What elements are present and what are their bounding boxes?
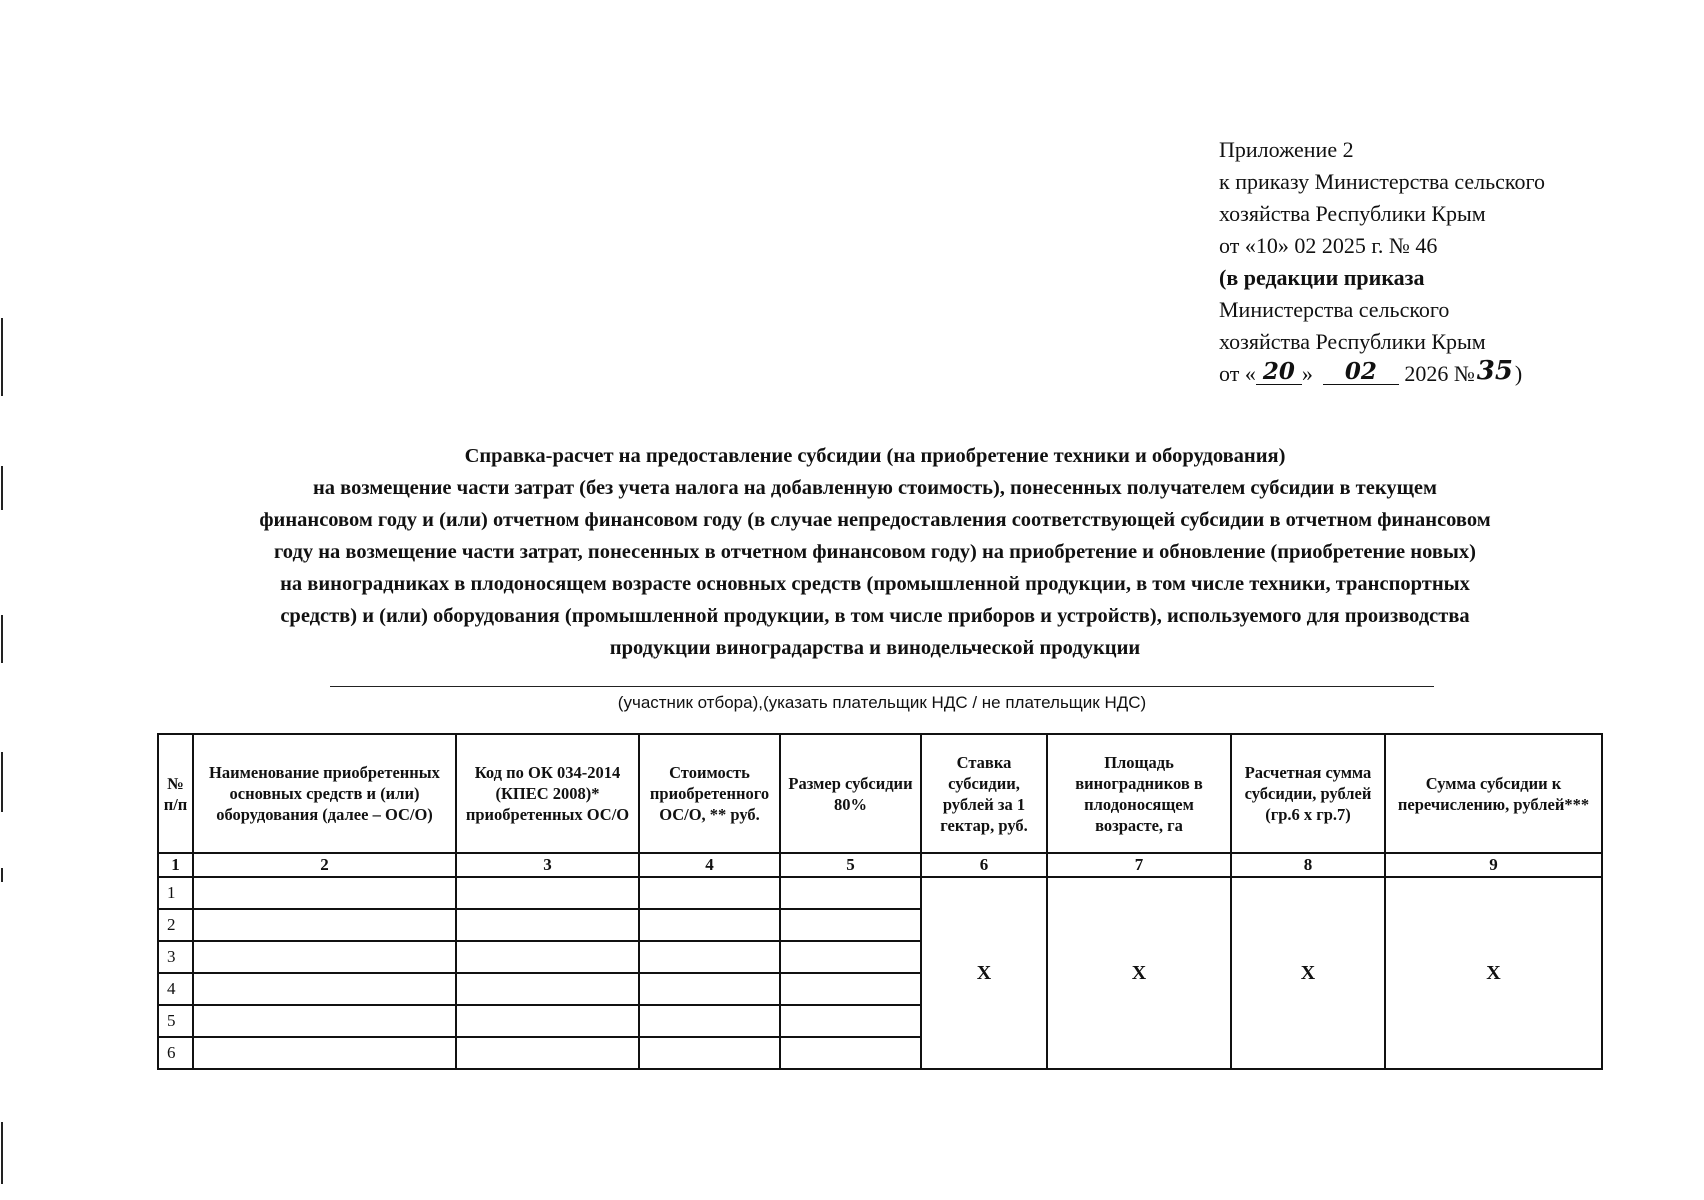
table-cell	[780, 877, 921, 909]
table-cell	[456, 941, 639, 973]
title-line: продукции виноградарства и винодельческой продукции	[609, 637, 1141, 659]
table-row	[158, 877, 1602, 909]
scan-edge-mark	[1, 615, 3, 663]
column-number: 7	[1047, 853, 1231, 877]
handwritten-month: 02	[1323, 360, 1399, 385]
table-cell	[456, 877, 639, 909]
date-prefix: от «	[1219, 361, 1256, 386]
title-line: Справка-расчет на предоставление субсидии (на приобретение техники и оборудования)	[464, 445, 1286, 467]
column-header: Сумма субсидии к перечислению, рублей***	[1385, 734, 1602, 853]
document-title	[150, 440, 1600, 664]
title-line: средств) и (или) оборудования (промышленной продукции, в том числе приборов и устройств), используемого для производства	[280, 605, 1470, 627]
table-cell	[193, 1005, 456, 1037]
table-cell	[456, 973, 639, 1005]
column-header: Код по ОК 034-2014 (КПЕС 2008)* приобретенных ОС/О	[456, 734, 639, 853]
column-header: Расчетная сумма субсидии, рублей (гр.6 х гр.7)	[1231, 734, 1385, 853]
table-cell	[456, 1005, 639, 1037]
column-number: 4	[639, 853, 780, 877]
date-mid: »	[1301, 361, 1313, 386]
table-cell	[639, 909, 780, 941]
scan-edge-mark	[1, 752, 3, 812]
participant-caption: (участник отбора),(указать плательщик НДС / не плательщик НДС)	[617, 693, 1147, 712]
table-cell	[780, 973, 921, 1005]
merged-x-cell: Х	[1047, 877, 1231, 1069]
column-number: 6	[921, 853, 1047, 877]
appendix-line: (в редакции приказа	[1219, 265, 1425, 290]
column-header: Размер субсидии 80%	[780, 734, 921, 853]
row-number: 2	[158, 909, 193, 941]
table-cell	[780, 1005, 921, 1037]
merged-x-cell: Х	[921, 877, 1047, 1069]
appendix-header	[1219, 134, 1639, 390]
scan-edge-mark	[1, 868, 3, 882]
title-line: финансовом году и (или) отчетном финансовом году (в случае непредоставления соответствующей субсидии в отчетном финансовом	[259, 509, 1491, 531]
appendix-line: Приложение 2	[1219, 137, 1354, 162]
column-number: 9	[1385, 853, 1602, 877]
column-header: Площадь виноградников в плодоносящем возрасте, га	[1047, 734, 1231, 853]
merged-x-cell: Х	[1231, 877, 1385, 1069]
table-cell	[639, 973, 780, 1005]
participant-fill-line	[330, 686, 1434, 687]
table-cell	[780, 941, 921, 973]
column-number: 5	[780, 853, 921, 877]
table-cell	[456, 1037, 639, 1069]
table-cell	[193, 909, 456, 941]
scan-edge-mark	[1, 1122, 3, 1184]
table-cell	[193, 973, 456, 1005]
table-cell	[193, 1037, 456, 1069]
row-number: 3	[158, 941, 193, 973]
table-cell	[639, 1005, 780, 1037]
merged-x-cell: Х	[1385, 877, 1602, 1069]
column-number: 3	[456, 853, 639, 877]
table-cell	[639, 877, 780, 909]
row-number: 1	[158, 877, 193, 909]
column-number-row	[158, 853, 1602, 877]
amendment-date-line	[1219, 358, 1639, 390]
scan-edge-mark	[1, 466, 3, 510]
table-cell	[780, 1037, 921, 1069]
table-cell	[639, 941, 780, 973]
closing-paren: )	[1514, 361, 1523, 386]
appendix-line: хозяйства Республики Крым	[1219, 201, 1486, 226]
appendix-line: от «10» 02 2025 г. № 46	[1219, 233, 1438, 258]
row-number: 6	[158, 1037, 193, 1069]
column-header: Стоимость приобретенного ОС/О, ** руб.	[639, 734, 780, 853]
column-header: Ставка субсидии, рублей за 1 гектар, руб.	[921, 734, 1047, 853]
scan-edge-mark	[1, 318, 3, 396]
column-number: 1	[158, 853, 193, 877]
table-cell	[456, 909, 639, 941]
column-number: 2	[193, 853, 456, 877]
handwritten-day: 20	[1256, 360, 1302, 385]
handwritten-number: 35	[1476, 356, 1513, 386]
calculation-table	[157, 733, 1603, 1070]
appendix-line: к приказу Министерства сельского	[1219, 169, 1545, 194]
row-number: 4	[158, 973, 193, 1005]
column-number: 8	[1231, 853, 1385, 877]
row-number: 5	[158, 1005, 193, 1037]
table-header-row	[158, 734, 1602, 853]
column-header: Наименование приобретенных основных средств и (или) оборудования (далее – ОС/О)	[193, 734, 456, 853]
table-cell	[639, 1037, 780, 1069]
table-cell	[193, 877, 456, 909]
year-and-number-label: 2026 №	[1404, 361, 1475, 386]
appendix-line: хозяйства Республики Крым	[1219, 329, 1486, 354]
table-cell	[193, 941, 456, 973]
appendix-line: Министерства сельского	[1219, 297, 1450, 322]
title-line: на виноградниках в плодоносящем возрасте основных средств (промышленной продукции, в том числе техники, транспортных	[280, 573, 1470, 595]
title-line: на возмещение части затрат (без учета налога на добавленную стоимость), понесенных получателем субсидии в текущем	[313, 477, 1437, 499]
column-header: № п/п	[158, 734, 193, 853]
title-line: году на возмещение части затрат, понесенных в отчетном финансовом году) на приобретение и обновление (приобретение новых)	[274, 541, 1476, 563]
table-cell	[780, 909, 921, 941]
